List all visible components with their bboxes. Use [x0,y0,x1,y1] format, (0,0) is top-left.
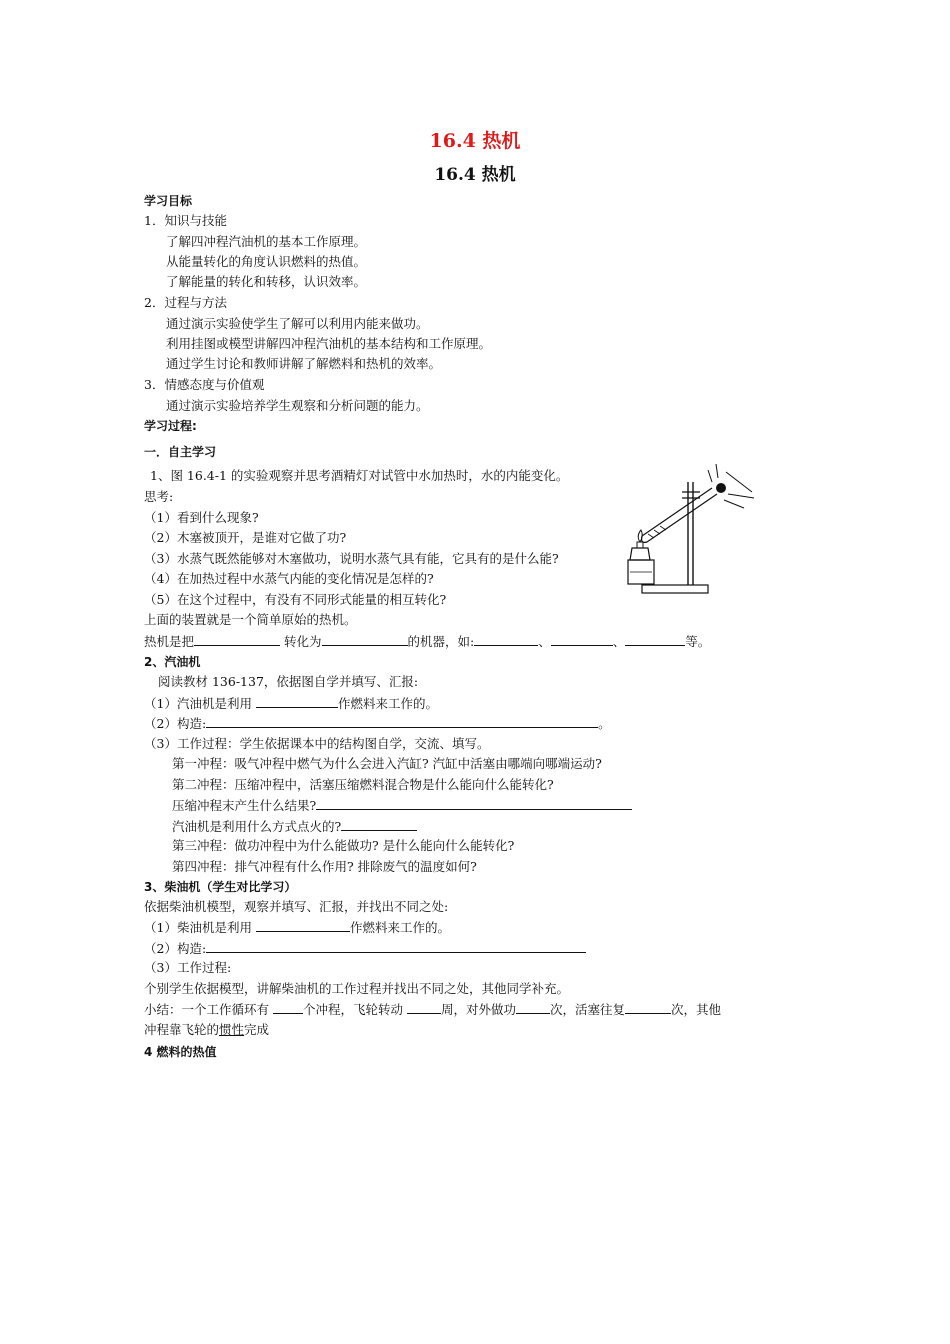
summary-line: 小结：一个工作循环有 个冲程，飞轮转动 周，对外做功 次，活塞往复 次，其他 [144,1002,722,1017]
blank-line[interactable] [256,695,338,708]
blank-line[interactable] [625,1001,671,1014]
stroke-2: 第二冲程：压缩冲程中，活塞压缩燃料混合物是什么能向什么能转化? [172,777,554,792]
goal-item: 通过演示实验使学生了解可以利用内能来做功。 [166,316,429,331]
diesel-heading: 3、柴油机（学生对比学习） [144,880,297,894]
diesel-question-3: （3）工作过程: [144,960,232,975]
stroke-3: 第三冲程：做功冲程中为什么能做功? 是什么能向什么能转化? [172,838,515,853]
goal-section-2: 2．过程与方法 [144,295,227,310]
page-title: 16.4 热机 [429,130,521,152]
question: （1）看到什么现象? [144,510,259,525]
think-label: 思考: [144,489,174,504]
summary-line-2: 冲程靠飞轮的惯性完成 [144,1022,270,1037]
apparatus-illustration [620,458,770,600]
blank-line[interactable] [407,1001,441,1014]
stroke-2-result: 压缩冲程末产生什么结果? [172,797,632,814]
goal-section-1: 1．知识与技能 [144,213,227,228]
question: （4）在加热过程中水蒸气内能的变化情况是怎样的? [144,571,434,586]
question: （5）在这个过程中，有没有不同形式能量的相互转化? [144,592,447,607]
stroke-1: 第一冲程：吸气冲程中燃气为什么会进入汽缸? 汽缸中活塞由哪端向哪端运动? [172,756,602,771]
goal-item: 利用挂图或模型讲解四冲程汽油机的基本结构和工作原理。 [166,336,492,351]
diesel-question-1: （1）柴油机是利用 作燃料来工作的。 [144,920,450,935]
blank-line[interactable] [273,1001,303,1014]
goal-section-3: 3．情感态度与价值观 [144,377,265,392]
question-intro: 1、图 16.4-1 的实验观察并思考酒精灯对试管中水加热时，水的内能变化。 [150,468,569,483]
blank-line[interactable] [474,633,538,646]
blank-line[interactable] [206,715,598,728]
device-note: 上面的装置就是一个简单原始的热机。 [144,612,357,627]
blank-line[interactable] [322,633,408,646]
gasoline-question-1: （1）汽油机是利用 作燃料来工作的。 [144,696,438,711]
goal-item: 了解四冲程汽油机的基本工作原理。 [166,234,367,249]
gasoline-heading: 2、汽油机 [144,655,201,669]
question: （2）木塞被顶开，是谁对它做了功? [144,530,347,545]
goal-item: 通过学生讨论和教师讲解了解燃料和热机的效率。 [166,356,442,371]
part-heading: 一．自主学习 [144,445,217,459]
goal-item: 从能量转化的角度认识燃料的热值。 [166,254,367,269]
goal-item: 通过演示实验培养学生观察和分析问题的能力。 [166,398,429,413]
reading-instruction: 阅读教材 136-137，依据图自学并填写、汇报: [158,674,419,689]
blank-line[interactable] [194,633,280,646]
diesel-intro: 依据柴油机模型，观察并填写、汇报，并找出不同之处: [144,899,449,914]
diesel-note: 个别学生依据模型，讲解柴油机的工作过程并找出不同之处，其他同学补充。 [144,981,570,996]
goal-item: 了解能量的转化和转移，认识效率。 [166,274,367,289]
blank-line[interactable] [256,919,350,932]
blank-line[interactable] [316,797,632,810]
blank-line[interactable] [206,940,586,953]
fuel-heading: 4 燃料的热值 [144,1045,217,1059]
blank-line[interactable] [551,633,613,646]
blank-line[interactable] [516,1001,550,1014]
blank-line[interactable] [625,633,685,646]
blank-line[interactable] [341,818,417,831]
heat-engine-definition: 热机是把 转化为 的机器，如: 、 、 等。 [144,634,711,649]
stroke-4: 第四冲程：排气冲程有什么作用? 排除废气的温度如何? [172,859,477,874]
question: （3）水蒸气既然能够对木塞做功，说明水蒸气具有能，它具有的是什么能? [144,551,559,566]
ignition-question: 汽油机是利用什么方式点火的? [172,818,417,835]
gasoline-question-2: （2）构造: 。 [144,716,611,731]
section-title: 16.4 热机 [434,165,516,185]
process-heading: 学习过程: [144,419,197,433]
goals-heading: 学习目标 [144,194,193,208]
diesel-question-2: （2）构造: [144,940,586,957]
gasoline-question-3: （3）工作过程：学生依据课本中的结构图自学，交流、填写。 [144,736,490,751]
